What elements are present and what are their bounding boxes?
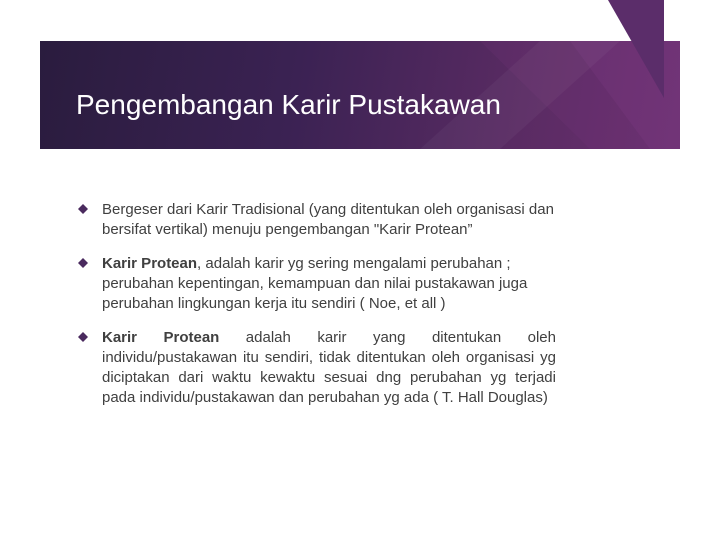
bullet-body: , adalah karir yg sering mengalami perubahan ; perubahan kepentingan, kemampuan dan nilai pustakawan juga perubahan lingkungan kerja itu sendiri ( Noe, et all ) [102, 255, 528, 312]
diamond-icon [78, 258, 88, 268]
bullet-term: Karir Protean [102, 255, 198, 272]
bullet-text [102, 254, 556, 314]
diamond-icon [78, 332, 88, 342]
bullet-list [78, 200, 556, 422]
triangle-accent-icon [608, 0, 664, 98]
bullet-term: Karir Protean [102, 329, 220, 346]
diamond-icon [78, 204, 88, 214]
list-item [78, 254, 556, 314]
list-item [78, 200, 556, 240]
page-title: Pengembangan Karir Pustakawan [76, 89, 501, 120]
title-band [40, 41, 680, 149]
bullet-body: adalah karir yang ditentukan oleh individu/pustakawan itu sendiri, tidak ditentukan oleh organisasi yg diciptakan dari waktu kewaktu sesuai dng perubahan yg terjadi pada individu/pustakawan dan perubahan yg ada ( T. Hall Douglas) [102, 329, 556, 406]
list-item [78, 328, 556, 408]
bullet-text [102, 200, 556, 240]
bullet-text [102, 328, 556, 408]
bullet-body: Bergeser dari Karir Tradisional (yang ditentukan oleh organisasi dan bersifat vertikal) menuju pengembangan "Karir Protean” [102, 201, 554, 238]
